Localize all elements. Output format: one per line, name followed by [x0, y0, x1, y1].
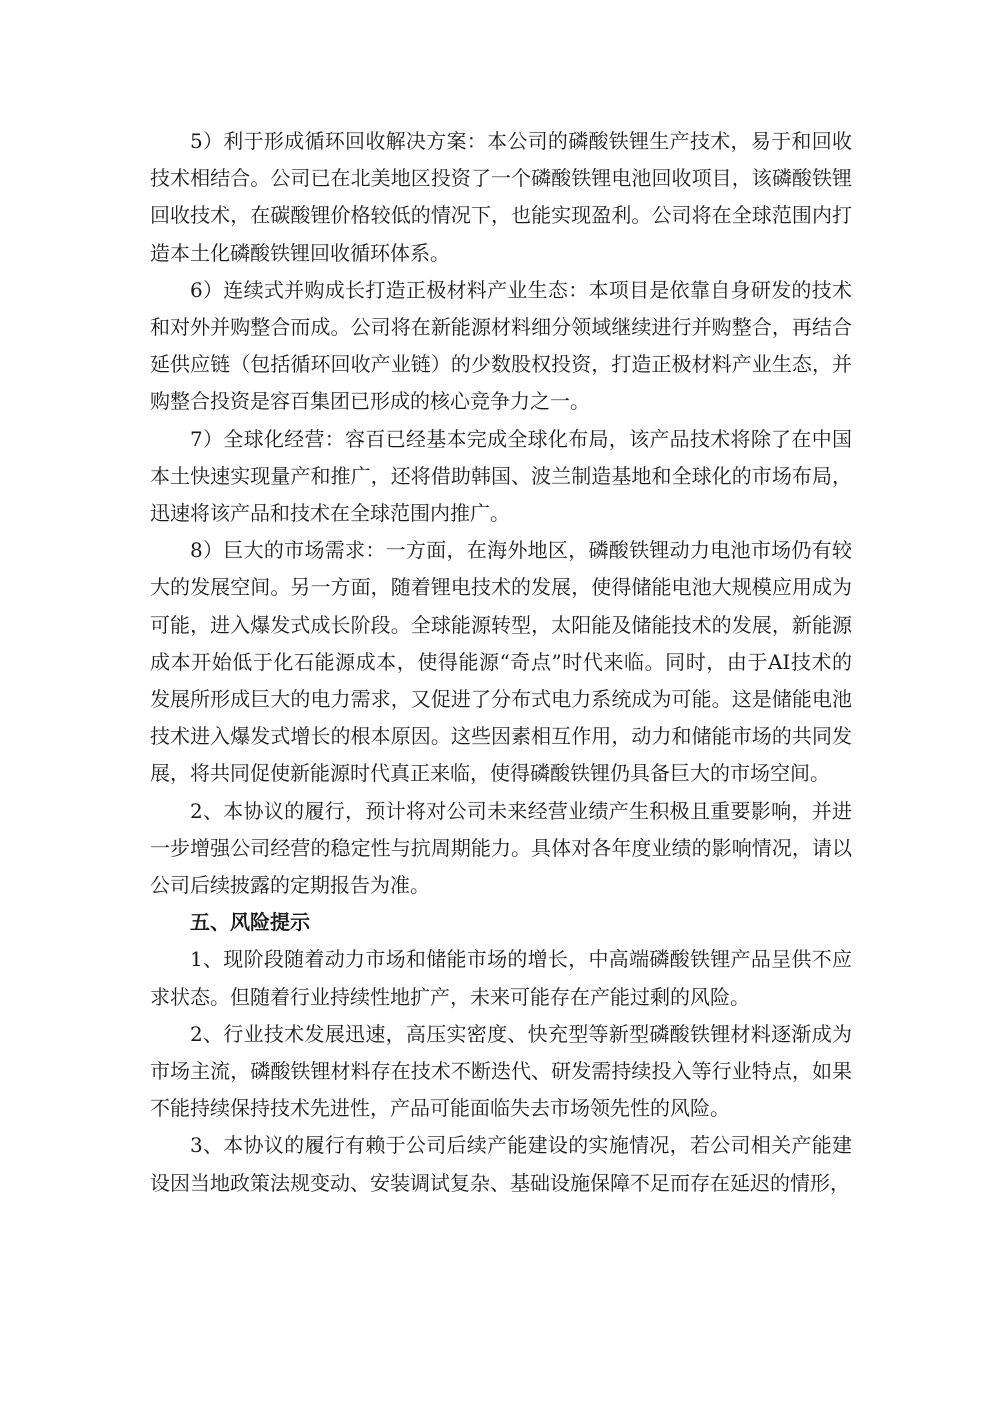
paragraph-item-6: 6）连续式并购成长打造正极材料产业生态：本项目是依靠自身研发的技术和对外并购整合而成。公司将在新能源材料细分领域继续进行并购整合，再结合延供应链（包括循环回收产业链）的少数股权投资，打造正极材料产业生态，并购整合投资是容百集团已形成的核心竞争力之一。 — [150, 277, 852, 414]
document-body — [150, 123, 852, 1202]
risk-item-3: 3、本协议的履行有赖于公司后续产能建设的实施情况，若公司相关产能建设因当地政策法规变动、安装调试复杂、基础设施保障不足而存在延迟的情形， — [150, 1133, 852, 1195]
paragraph-item-5: 5）利于形成循环回收解决方案：本公司的磷酸铁锂生产技术，易于和回收技术相结合。公司已在北美地区投资了一个磷酸铁锂电池回收项目，该磷酸铁锂回收技术，在碳酸锂价格较低的情况下，也能实现盈利。公司将在全球范围内打造本土化磷酸铁锂回收循环体系。 — [150, 129, 852, 265]
paragraph-item-8: 8）巨大的市场需求：一方面，在海外地区，磷酸铁锂动力电池市场仍有较大的发展空间。另一方面，随着锂电技术的发展，使得储能电池大规模应用成为可能，进入爆发式成长阶段。全球能源转型，太阳能及储能技术的发展，新能源成本开始低于化石能源成本，使得能源“奇点”时代来临。同时，由于AI技术的发展所形成巨大的电力需求，又促进了分布式电力系统成为可能。这是储能电池技术进入爆发式增长的根本原因。这些因素相互作用，动力和储能市场的共同发展，将共同促使新能源时代真正来临，使得磷酸铁锂仍具备巨大的市场空间。 — [150, 538, 852, 786]
risk-item-2: 2、行业技术发展迅速，高压实密度、快充型等新型磷酸铁锂材料逐渐成为市场主流，磷酸铁锂材料存在技术不断迭代、研发需持续投入等行业特点，如果不能持续保持技术先进性，产品可能面临失去市场领先性的风险。 — [150, 1021, 852, 1121]
risk-item-1: 1、现阶段随着动力市场和储能市场的增长，中高端磷酸铁锂产品呈供不应求状态。但随着行业持续性地扩产，未来可能存在产能过剩的风险。 — [150, 947, 852, 1009]
paragraph-item-2: 2、本协议的履行，预计将对公司未来经营业绩产生积极且重要影响，并进一步增强公司经营的稳定性与抗周期能力。具体对各年度业绩的影响情况，请以公司后续披露的定期报告为准。 — [150, 798, 852, 898]
paragraph-item-7: 7）全球化经营：容百已经基本完成全球化布局，该产品技术将除了在中国本土快速实现量产和推广，还将借助韩国、波兰制造基地和全球化的市场布局，迅速将该产品和技术在全球范围内推广。 — [150, 426, 852, 526]
section-heading-risk: 五、风险提示 — [190, 910, 310, 935]
